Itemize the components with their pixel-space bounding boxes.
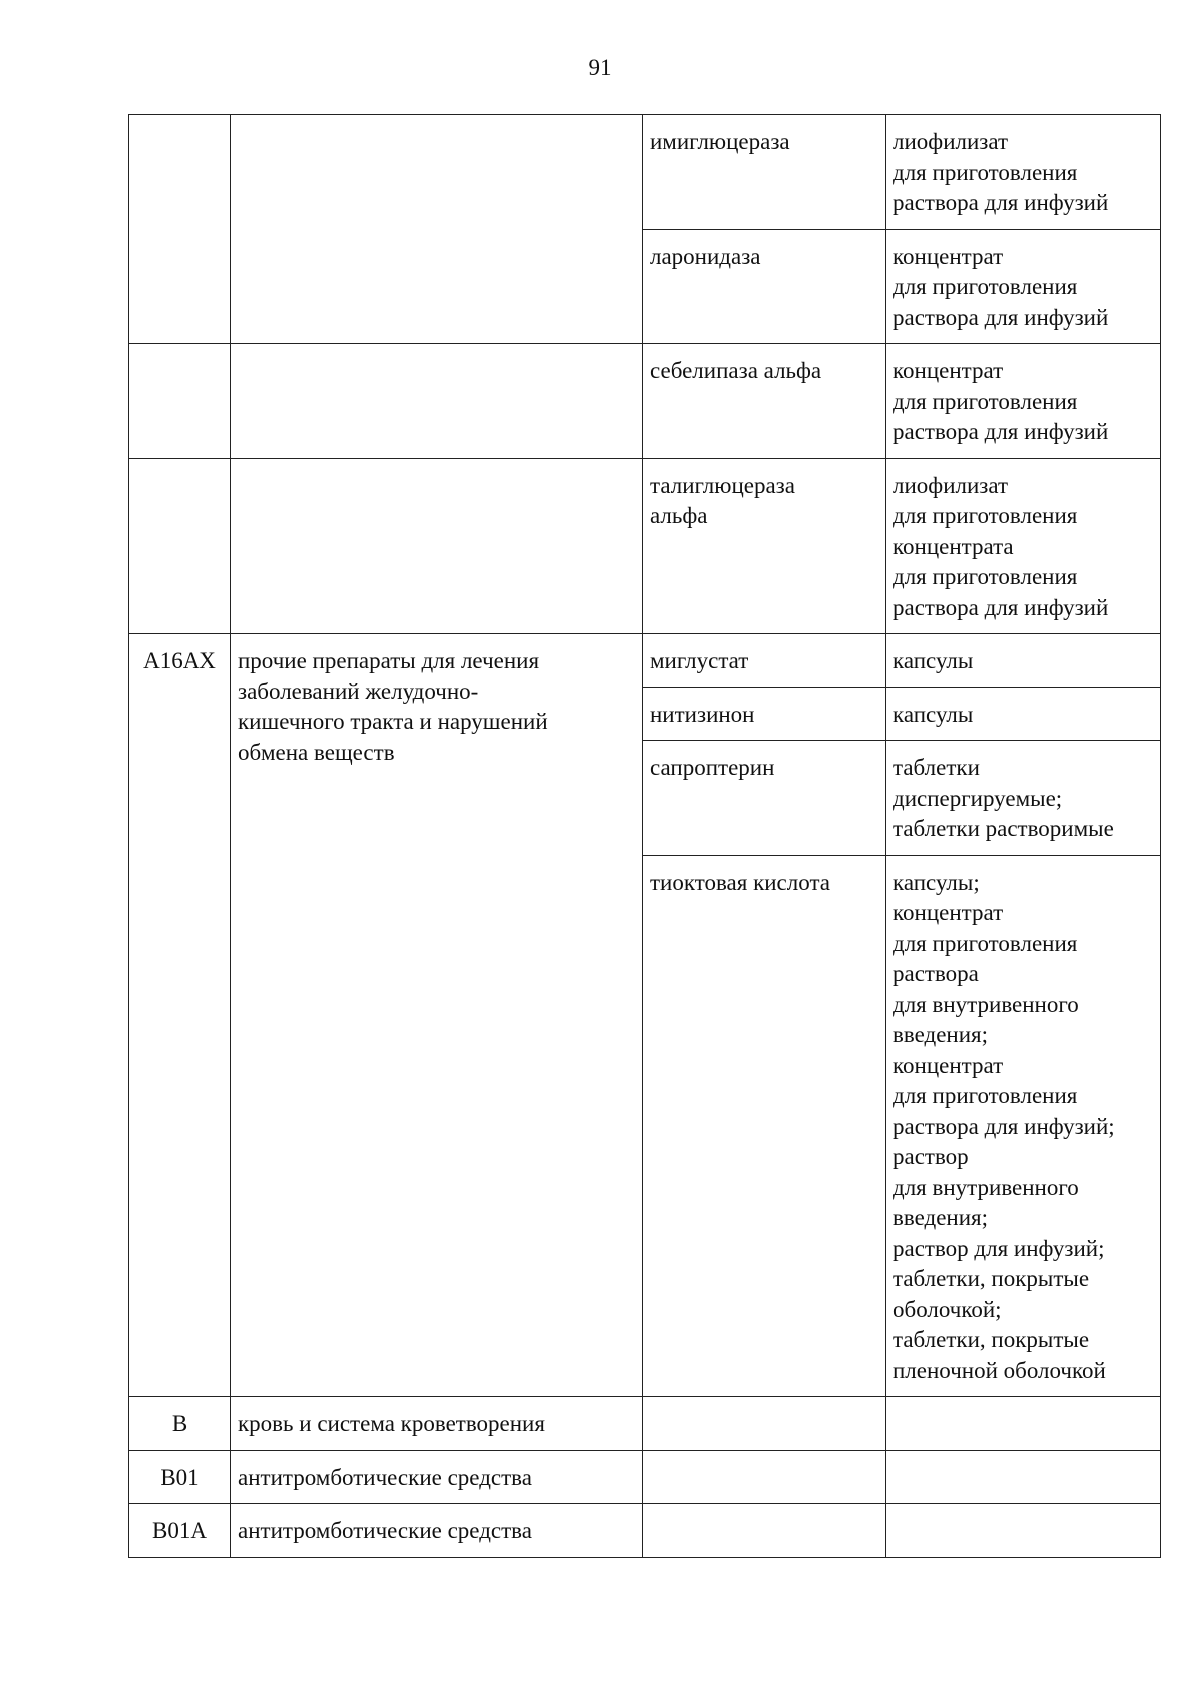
group-name: антитромботические средства xyxy=(238,1518,532,1543)
substance-name: имиглюцераза xyxy=(650,129,790,154)
dosage-forms-cell xyxy=(886,1450,1161,1504)
dosage-form-line: для приготовления xyxy=(893,1083,1078,1108)
atc-code-cell xyxy=(129,458,231,634)
substance-cell xyxy=(643,634,886,688)
dosage-form-line: концентрата xyxy=(893,533,1014,559)
drug-table xyxy=(128,114,1161,1558)
substance-name: миглустат xyxy=(650,648,749,673)
substance-cell xyxy=(643,344,886,459)
table-row xyxy=(129,634,1161,688)
atc-code-cell xyxy=(129,1450,231,1504)
substance-cell xyxy=(643,229,886,344)
dosage-form-line: лиофилизат xyxy=(893,129,1009,154)
dosage-form-line: концентрат xyxy=(893,900,1004,925)
group-name: прочие препараты для лечения xyxy=(238,648,540,673)
substance-name: тиоктовая кислота xyxy=(650,869,830,895)
dosage-forms-cell xyxy=(886,741,1161,856)
substance-name: сапроптерин xyxy=(650,755,775,780)
atc-code: B01A xyxy=(152,1518,207,1543)
table-row xyxy=(129,115,1161,230)
group-name-cell xyxy=(231,1504,643,1558)
substance-name: талиглюцераза xyxy=(650,472,795,498)
dosage-form-line: введения; xyxy=(893,1205,988,1230)
substance-cell xyxy=(643,1504,886,1558)
dosage-form-line: таблетки растворимые xyxy=(893,816,1114,841)
dosage-form-line: раствора для инфузий xyxy=(893,594,1109,620)
atc-code-cell xyxy=(129,1504,231,1558)
dosage-form-line: для приготовления xyxy=(893,564,1078,589)
atc-code-cell xyxy=(129,115,231,344)
dosage-form-line: раствора для инфузий; xyxy=(893,1113,1115,1139)
dosage-forms-cell xyxy=(886,687,1161,741)
substance-name: нитизинон xyxy=(650,701,755,727)
group-name: заболеваний желудочно- xyxy=(238,678,479,704)
dosage-form-line: для приготовления xyxy=(893,930,1078,956)
group-name-cell xyxy=(231,458,643,634)
dosage-form-line: для внутривенного xyxy=(893,991,1079,1017)
dosage-form-line: раствор для инфузий; xyxy=(893,1235,1105,1261)
dosage-form-line: раствора для инфузий xyxy=(893,304,1109,330)
dosage-form-line: пленочной оболочкой xyxy=(893,1357,1106,1383)
dosage-form-line: для внутривенного xyxy=(893,1174,1079,1200)
dosage-forms-cell xyxy=(886,344,1161,459)
dosage-forms-cell xyxy=(886,855,1161,1397)
group-name-cell xyxy=(231,634,643,1397)
atc-code: B01 xyxy=(160,1464,199,1490)
dosage-form-line: таблетки, покрытые xyxy=(893,1327,1090,1352)
dosage-forms-cell xyxy=(886,634,1161,688)
group-name: антитромботические средства xyxy=(238,1464,532,1490)
dosage-forms-cell xyxy=(886,1504,1161,1558)
dosage-form-line: таблетки, покрытые xyxy=(893,1266,1090,1291)
dosage-form-line: раствор xyxy=(893,1144,969,1169)
atc-code-cell xyxy=(129,344,231,459)
atc-code-cell xyxy=(129,634,231,1397)
substance-cell xyxy=(643,741,886,856)
dosage-forms-cell xyxy=(886,229,1161,344)
dosage-form-line: для приготовления xyxy=(893,388,1078,414)
dosage-form-line: для приготовления xyxy=(893,503,1078,528)
dosage-form-line: для приготовления xyxy=(893,274,1078,299)
group-name: кровь и система кроветворения xyxy=(238,1411,545,1436)
group-name-cell xyxy=(231,1397,643,1451)
substance-cell xyxy=(643,1397,886,1451)
group-name-cell xyxy=(231,115,643,344)
dosage-forms-cell xyxy=(886,458,1161,634)
dosage-form-line: концентрат xyxy=(893,1052,1004,1078)
atc-code-cell xyxy=(129,1397,231,1451)
dosage-form-line: диспергируемые; xyxy=(893,785,1063,811)
substance-cell xyxy=(643,1450,886,1504)
page-number: 91 xyxy=(588,55,612,80)
dosage-form-line: концентрат xyxy=(893,358,1004,383)
group-name-cell xyxy=(231,1450,643,1504)
dosage-form-line: лиофилизат xyxy=(893,472,1009,498)
dosage-form-line: капсулы; xyxy=(893,869,980,895)
atc-code: B xyxy=(171,1411,188,1436)
dosage-form-line: раствора для инфузий xyxy=(893,190,1109,215)
substance-cell xyxy=(643,115,886,230)
substance-cell xyxy=(643,855,886,1397)
group-name: кишечного тракта и нарушений xyxy=(238,709,548,734)
group-name: обмена веществ xyxy=(238,739,395,765)
substance-name: альфа xyxy=(650,503,708,528)
group-name-cell xyxy=(231,344,643,459)
dosage-forms-cell xyxy=(886,1397,1161,1451)
table-row xyxy=(129,1504,1161,1558)
dosage-form-line: капсулы xyxy=(893,648,974,673)
atc-code: A16AX xyxy=(143,648,216,673)
dosage-form-line: раствора xyxy=(893,961,979,986)
substance-cell xyxy=(643,458,886,634)
dosage-forms-cell xyxy=(886,115,1161,230)
table-row xyxy=(129,1450,1161,1504)
table-row xyxy=(129,344,1161,459)
dosage-form-line: раствора для инфузий xyxy=(893,419,1109,444)
substance-name: себелипаза альфа xyxy=(650,358,822,383)
dosage-form-line: концентрат xyxy=(893,243,1004,269)
table-row xyxy=(129,458,1161,634)
substance-cell xyxy=(643,687,886,741)
dosage-form-line: таблетки xyxy=(893,755,980,780)
substance-name: ларонидаза xyxy=(650,243,761,269)
dosage-form-line: капсулы xyxy=(893,701,974,727)
dosage-form-line: оболочкой; xyxy=(893,1296,1002,1322)
dosage-form-line: введения; xyxy=(893,1022,988,1047)
dosage-form-line: для приготовления xyxy=(893,159,1078,185)
table-row xyxy=(129,1397,1161,1451)
